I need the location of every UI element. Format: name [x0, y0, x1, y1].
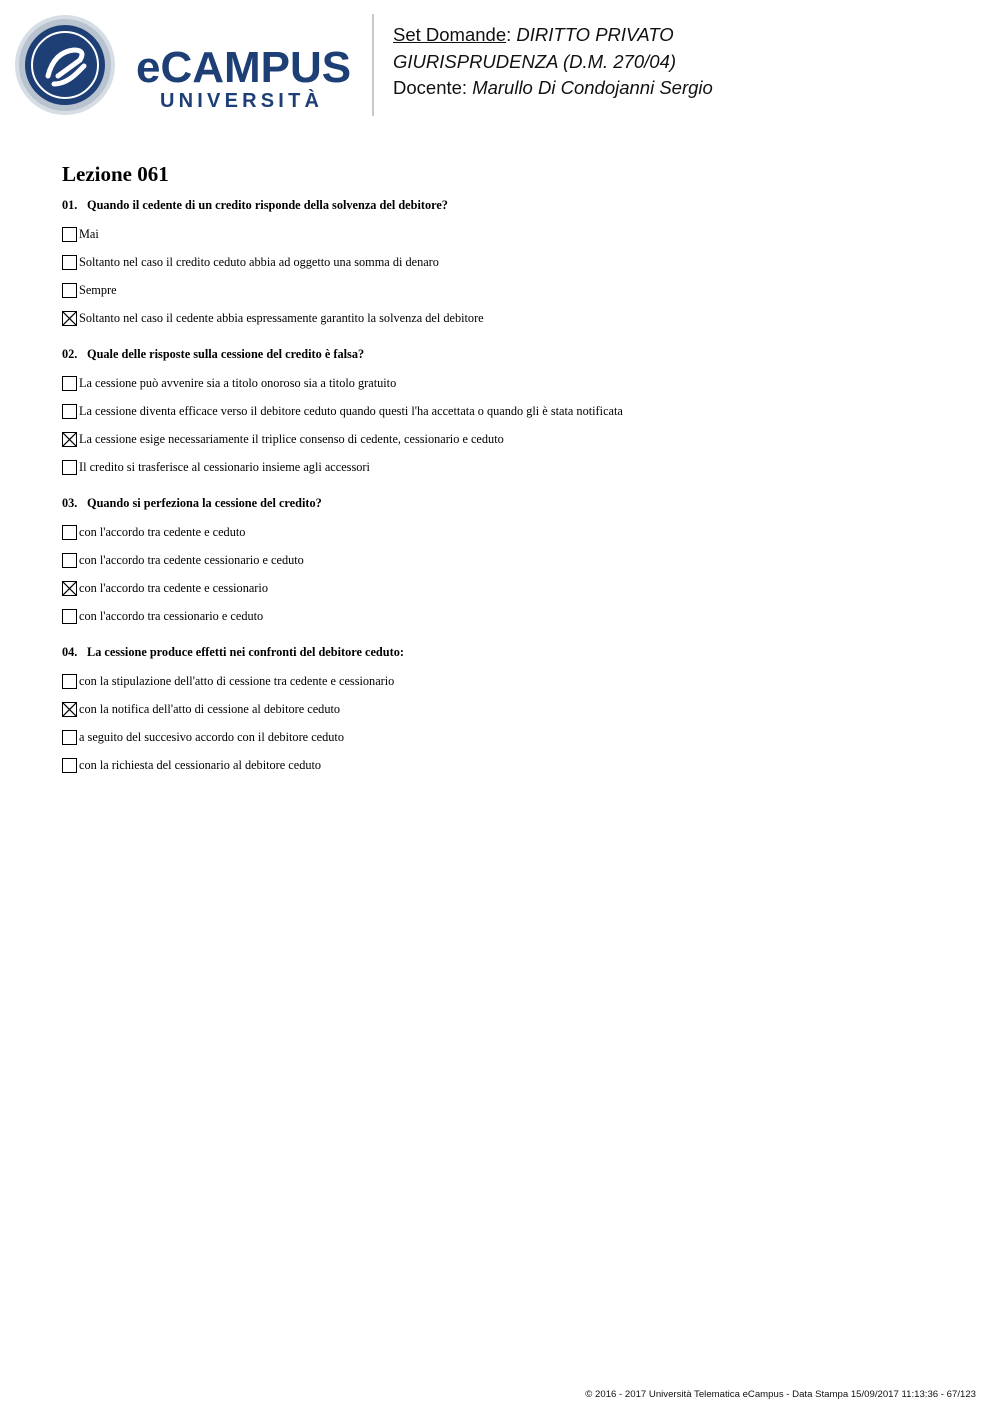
docente-line	[393, 75, 983, 102]
answer-text: con la stipulazione dell'atto di cessione tra cedente e cessionario	[79, 673, 395, 688]
answer-option[interactable]	[62, 518, 962, 546]
answer-option[interactable]	[62, 369, 962, 397]
answer-text: La cessione può avvenire sia a titolo onoroso sia a titolo gratuito	[79, 375, 397, 390]
answer-text: a seguito del succesivo accordo con il debitore ceduto	[79, 729, 344, 744]
checkbox-unchecked[interactable]	[62, 730, 77, 745]
answer-text: con la notifica dell'atto di cessione al debitore ceduto	[79, 701, 341, 716]
checkbox-unchecked[interactable]	[62, 376, 77, 391]
header-divider	[372, 14, 374, 116]
checkbox-unchecked[interactable]	[62, 758, 77, 773]
logo-wordmark: eCAMPUS	[136, 43, 352, 92]
question-number: 01.	[62, 198, 78, 212]
answer-option[interactable]	[62, 425, 962, 453]
answer-text: Il credito si trasferisce al cessionario insieme agli accessori	[79, 459, 370, 474]
checkbox-checked[interactable]	[62, 311, 77, 326]
question-label: Quando il cedente di un credito risponde della solvenza del debitore?	[87, 198, 448, 212]
question-block	[62, 345, 962, 481]
question-text	[62, 345, 962, 364]
question-text	[62, 196, 962, 215]
answer-option[interactable]	[62, 751, 962, 779]
question-number: 04.	[62, 645, 78, 659]
question-label: Quando si perfeziona la cessione del credito?	[87, 496, 322, 510]
answer-option[interactable]	[62, 546, 962, 574]
question-number: 02.	[62, 347, 78, 361]
course-line-1: Set Domande: DIRITTO PRIVATO	[393, 24, 674, 45]
course-name: DIRITTO PRIVATO	[516, 24, 674, 45]
question-block	[62, 196, 962, 332]
checkbox-unchecked[interactable]	[62, 553, 77, 568]
answer-option[interactable]	[62, 667, 962, 695]
checkbox-unchecked[interactable]	[62, 609, 77, 624]
answer-text: con la richiesta del cessionario al debitore ceduto	[79, 757, 322, 772]
checkbox-unchecked[interactable]	[62, 460, 77, 475]
question-text	[62, 643, 962, 662]
checkbox-unchecked[interactable]	[62, 283, 77, 298]
answer-text: con l'accordo tra cedente e cessionario	[79, 580, 268, 595]
answer-option[interactable]	[62, 220, 962, 248]
answer-option[interactable]	[62, 723, 962, 751]
answer-option[interactable]	[62, 397, 962, 425]
answer-text: Soltanto nel caso il credito ceduto abbia ad oggetto una somma di denaro	[79, 254, 439, 269]
question-label: La cessione produce effetti nei confronti del debitore ceduto:	[87, 645, 404, 659]
answer-text: Sempre	[79, 282, 117, 297]
answer-text: con l'accordo tra cedente e ceduto	[79, 524, 246, 539]
checkbox-checked[interactable]	[62, 702, 77, 717]
question-number: 03.	[62, 496, 78, 510]
checkbox-unchecked[interactable]	[62, 255, 77, 270]
answer-text: Soltanto nel caso il cedente abbia espressamente garantito la solvenza del debitore	[79, 310, 484, 325]
logo-subtitle: UNIVERSITÀ	[160, 90, 324, 112]
answer-option[interactable]	[62, 695, 962, 723]
answer-option[interactable]	[62, 248, 962, 276]
answer-option[interactable]	[62, 304, 962, 332]
question-block	[62, 494, 962, 630]
cross-mark-icon	[63, 433, 76, 446]
answer-text: con l'accordo tra cessionario e ceduto	[79, 608, 264, 623]
cross-mark-icon	[63, 703, 76, 716]
course-line-2: GIURISPRUDENZA (D.M. 270/04)	[393, 50, 677, 72]
docente-name: Marullo Di Condojanni Sergio	[472, 77, 713, 98]
question-label: Quale delle risposte sulla cessione del credito è falsa?	[87, 347, 365, 361]
answer-option[interactable]	[62, 602, 962, 630]
checkbox-unchecked[interactable]	[62, 674, 77, 689]
checkbox-unchecked[interactable]	[62, 227, 77, 242]
answer-text: Mai	[79, 226, 99, 241]
question-text	[62, 494, 962, 513]
checkbox-checked[interactable]	[62, 432, 77, 447]
answer-text: La cessione diventa efficace verso il debitore ceduto quando questi l'ha accettata o quando gli è stata notificata	[79, 403, 623, 418]
header-info	[393, 22, 983, 102]
ecampus-logo	[14, 14, 359, 116]
cross-mark-icon	[63, 582, 76, 595]
answer-option[interactable]	[62, 276, 962, 304]
answer-option[interactable]	[62, 574, 962, 602]
question-block	[62, 643, 962, 779]
checkbox-unchecked[interactable]	[62, 525, 77, 540]
answer-text: con l'accordo tra cedente cessionario e ceduto	[79, 552, 304, 567]
checkbox-checked[interactable]	[62, 581, 77, 596]
checkbox-unchecked[interactable]	[62, 404, 77, 419]
cross-mark-icon	[63, 312, 76, 325]
docente-label: Docente:	[393, 77, 473, 98]
footer-text: © 2016 - 2017 Università Telematica eCampus - Data Stampa 15/09/2017 11:13:36 - 67/123	[585, 1389, 976, 1400]
questions-list	[62, 196, 962, 792]
lesson-title: Lezione 061	[62, 162, 169, 186]
answer-text: La cessione esige necessariamente il triplice consenso di cedente, cessionario e ceduto	[79, 431, 504, 446]
set-label: Set Domande	[393, 24, 507, 45]
answer-option[interactable]	[62, 453, 962, 481]
